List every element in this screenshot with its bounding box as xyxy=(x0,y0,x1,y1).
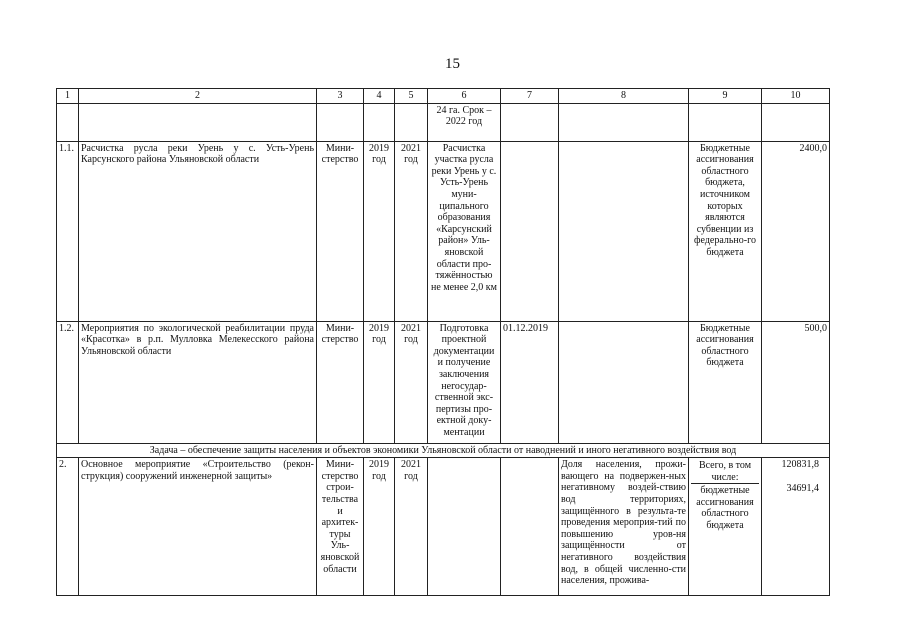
row-name: Основное мероприятие «Строительство (рекон-струкция) сооружений инженерной защиты» xyxy=(79,458,317,596)
row-result: Расчистка участка русла реки Урень у с. Усть-Урень муни-ципального образования «Карсунский район» Уль-яновской области про-тяжённостью не менее 2,0 км xyxy=(428,141,501,321)
row-indicator xyxy=(559,141,689,321)
table-row xyxy=(57,321,830,443)
header-cell: 10 xyxy=(762,89,830,104)
row-end: 2021 год xyxy=(395,321,428,443)
row-start: 2019 год xyxy=(364,458,395,596)
row-end: 2021 год xyxy=(395,141,428,321)
row-number: 1.1. xyxy=(57,141,79,321)
row-date: 01.12.2019 xyxy=(501,321,559,443)
row-date xyxy=(501,141,559,321)
row-number: 1.2. xyxy=(57,321,79,443)
row-source: Бюджетные ассигнования областного бюджета, источником которых являются субвенции из федерально-го бюджета xyxy=(689,141,762,321)
row-indicator: Доля населения, прожи-вающего на подвержен-ных негативному воздей-ствию вод территориях, защищённого в результа-те проведения мероприя-тий по повышению уров-ня защищённости от негативного воздействия вод, в общей численно-сти населения, прожива- xyxy=(559,458,689,596)
row-start: 2019 год xyxy=(364,141,395,321)
source-total: Всего, в том числе: xyxy=(691,459,759,484)
page-number: 15 xyxy=(445,56,460,72)
continuation-result: 24 га. Срок – 2022 год xyxy=(428,103,501,141)
row-indicator xyxy=(559,321,689,443)
row-executor: Мини-стерство xyxy=(317,321,364,443)
row-result xyxy=(428,458,501,596)
header-cell: 4 xyxy=(364,89,395,104)
row-date xyxy=(501,458,559,596)
program-table xyxy=(56,88,830,596)
row-start: 2019 год xyxy=(364,321,395,443)
row-end: 2021 год xyxy=(395,458,428,596)
row-source xyxy=(689,458,762,596)
task-row xyxy=(57,443,830,458)
continuation-row xyxy=(57,103,830,141)
row-amount: 2400,0 xyxy=(762,141,830,321)
row-amount: 500,0 xyxy=(762,321,830,443)
header-cell: 2 xyxy=(79,89,317,104)
row-number: 2. xyxy=(57,458,79,596)
header-cell: 5 xyxy=(395,89,428,104)
row-name: Мероприятия по экологической реабилитации пруда «Красотка» в р.п. Мулловка Мелекесского района Ульяновской области xyxy=(79,321,317,443)
amount-budget: 34691,4 xyxy=(786,483,819,495)
source-budget: бюджетные ассигнования областного бюджета xyxy=(696,485,754,531)
row-executor: Мини-стерство xyxy=(317,141,364,321)
row-executor: Мини-стерство строи-тельства и архитек-туры Уль-яновской области xyxy=(317,458,364,596)
header-row xyxy=(57,89,830,104)
header-cell: 1 xyxy=(57,89,79,104)
table-row xyxy=(57,458,830,596)
table-row xyxy=(57,141,830,321)
row-source: Бюджетные ассигнования областного бюджета xyxy=(689,321,762,443)
header-cell: 3 xyxy=(317,89,364,104)
header-cell: 9 xyxy=(689,89,762,104)
task-text: Задача – обеспечение защиты населения и объектов экономики Ульяновской области от наводнений и иного негативного воздействия вод xyxy=(57,443,830,458)
header-cell: 6 xyxy=(428,89,501,104)
amount-total: 120831,8 xyxy=(781,459,819,471)
row-amount xyxy=(762,458,830,596)
row-name: Расчистка русла реки Урень у с. Усть-Урень Карсунского района Ульяновской области xyxy=(79,141,317,321)
header-cell: 7 xyxy=(501,89,559,104)
header-cell: 8 xyxy=(559,89,689,104)
row-result: Подготовка проектной документации и получение заключения негосудар-ственной экс-пертизы про-ектной доку-ментации xyxy=(428,321,501,443)
